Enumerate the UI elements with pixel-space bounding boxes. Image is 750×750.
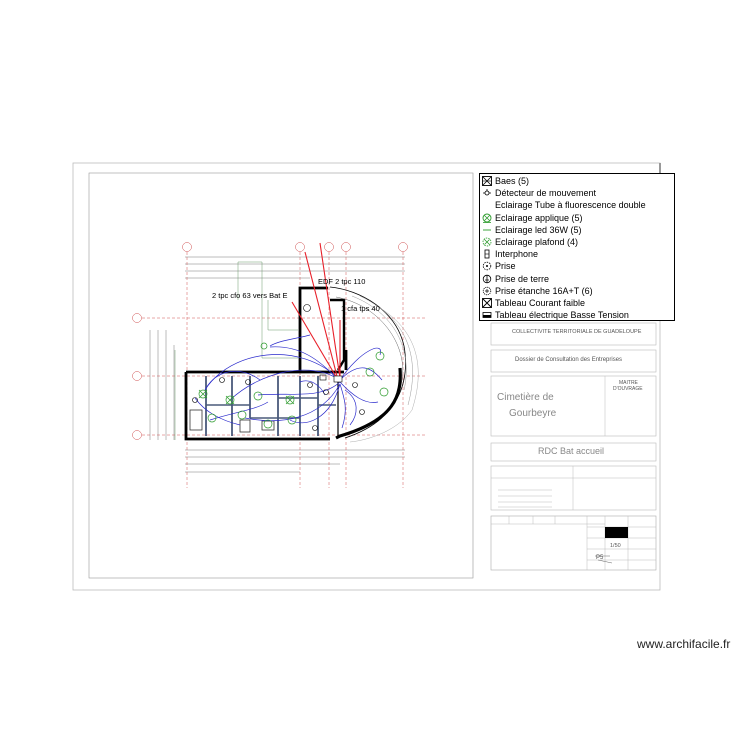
- index-value: P5: [596, 555, 604, 561]
- legend-item: [482, 285, 674, 297]
- cfa-annotation: 1 cfa tps 40: [341, 304, 380, 313]
- collectivite-label: COLLECTIVITE TERRITORIALE DE GUADELOUPE: [512, 329, 642, 335]
- legend-label: Eclairage plafond (4): [495, 237, 579, 248]
- legend-item: [482, 199, 674, 211]
- legend-item: [482, 236, 674, 248]
- legend-label: Tableau électrique Basse Tension: [495, 310, 629, 321]
- legend-label: Prise étanche 16A+T (6): [495, 285, 593, 296]
- ceiling-light-icon: [482, 237, 492, 247]
- ground-outlet-icon: [482, 274, 492, 284]
- legend-label: Eclairage Tube à fluorescence double: [495, 200, 646, 211]
- waterproof-outlet-icon: [482, 286, 492, 296]
- legend-label: Prise: [495, 261, 516, 272]
- low-voltage-panel-icon: [482, 310, 492, 320]
- legend-label: Détecteur de mouvement: [495, 188, 597, 199]
- legend-label: Tableau Courant faible: [495, 297, 586, 308]
- legend-item: [482, 187, 674, 199]
- legend-item: [482, 175, 674, 187]
- fluorescent-tube-icon: [482, 200, 492, 210]
- outlet-icon: [482, 261, 492, 271]
- legend-item: [482, 260, 674, 272]
- legend-label: Baes (5): [495, 176, 530, 187]
- motion-detector-icon: [482, 188, 492, 198]
- legend-label: Eclairage led 36W (5): [495, 224, 582, 235]
- maitre-label: MAITRE: [619, 380, 638, 386]
- project-name-line1: Cimetière de: [497, 392, 554, 403]
- dossier-label: Dossier de Consultation des Entreprises: [515, 357, 623, 363]
- legend: [479, 173, 675, 321]
- edf-annotation: EDF 2 tpc 110: [318, 277, 366, 286]
- project-name-line2: Gourbeyre: [509, 408, 557, 419]
- low-current-panel-icon: [482, 298, 492, 308]
- legend-item: [482, 297, 674, 309]
- watermark: www.archifacile.fr: [637, 637, 731, 651]
- baes-icon: [482, 176, 492, 186]
- legend-label: Eclairage applique (5): [495, 212, 583, 223]
- legend-item: [482, 224, 674, 236]
- phase-label: RDC Bat accueil: [538, 446, 605, 456]
- ouvrage-label: D'OUVRAGE: [613, 386, 643, 392]
- legend-item: [482, 212, 674, 224]
- wall-light-icon: [482, 213, 492, 223]
- legend-label: Prise de terre: [495, 273, 550, 284]
- legend-item: [482, 248, 674, 260]
- intercom-icon: [482, 249, 492, 259]
- legend-label: Interphone: [495, 249, 539, 260]
- legend-item: [482, 273, 674, 285]
- legend-item: [482, 309, 674, 321]
- tpc-cfo-annotation: 2 tpc cfo 63 vers Bat E: [212, 291, 288, 300]
- scale-value: 1/50: [610, 543, 621, 549]
- led-light-icon: [482, 225, 492, 235]
